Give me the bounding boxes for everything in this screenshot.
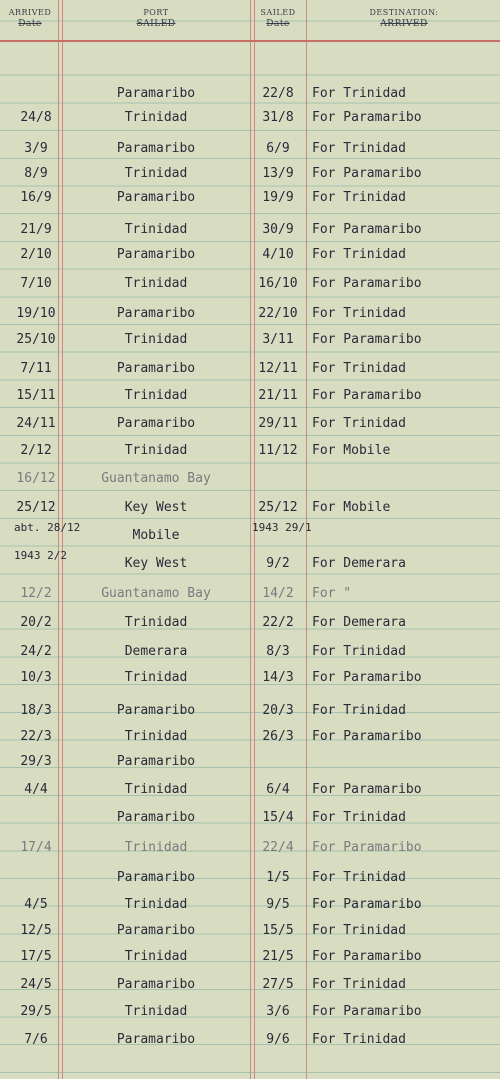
table-row	[0, 670, 500, 690]
arrived-date: 17/5	[20, 949, 52, 964]
sailed-date: 1943 29/1	[252, 521, 312, 534]
table-row	[0, 110, 500, 130]
table-row	[0, 549, 500, 576]
header-destination-label: DESTINATION:	[369, 8, 439, 17]
port-name: Paramaribo	[116, 247, 196, 262]
sailed-date: 15/5	[262, 923, 294, 938]
sailed-date: 22/10	[258, 306, 298, 321]
destination-text: For Trinidad	[312, 923, 406, 938]
port-name: Trinidad	[124, 840, 188, 855]
table-row	[0, 586, 500, 606]
destination-text: For Trinidad	[312, 416, 406, 431]
sailed-date: 21/11	[258, 388, 298, 403]
destination-text: For Trinidad	[312, 703, 406, 718]
table-row	[0, 332, 500, 352]
port-name: Key West	[124, 500, 188, 515]
table-row	[0, 644, 500, 664]
table-row	[0, 500, 500, 520]
arrived-date: 22/3	[20, 729, 52, 744]
header-arrived-sub: Date	[18, 19, 42, 29]
sailed-date: 29/11	[258, 416, 298, 431]
table-row	[0, 729, 500, 749]
header-sailed-label: SAILED	[260, 8, 296, 17]
arrived-date: 4/4	[24, 782, 48, 797]
header-port-sub: SAILED	[136, 19, 176, 29]
port-name: Paramaribo	[116, 754, 196, 769]
destination-text: For Mobile	[312, 443, 391, 458]
table-row	[0, 166, 500, 186]
header-port-label: PORT	[143, 8, 169, 17]
table-row	[0, 190, 500, 210]
port-name: Paramaribo	[116, 86, 196, 101]
destination-text: For Paramaribo	[312, 222, 422, 237]
sailed-date: 22/2	[262, 615, 294, 630]
destination-text: For Trinidad	[312, 870, 406, 885]
destination-text: For Paramaribo	[312, 1004, 422, 1019]
sailed-date: 6/4	[266, 782, 290, 797]
arrived-date: 4/5	[24, 897, 48, 912]
arrived-date: 24/11	[16, 416, 56, 431]
port-name: Trinidad	[124, 388, 188, 403]
sailed-date: 22/8	[262, 86, 294, 101]
sailed-date: 9/5	[266, 897, 290, 912]
sailed-date: 25/12	[258, 500, 298, 515]
header-destination-sub: ARRIVED	[380, 19, 428, 29]
sailed-date: 20/3	[262, 703, 294, 718]
table-row	[0, 416, 500, 436]
port-name: Paramaribo	[116, 416, 196, 431]
port-name: Trinidad	[124, 615, 188, 630]
destination-text: For Trinidad	[312, 190, 406, 205]
arrived-date: 10/3	[20, 670, 52, 685]
destination-text: For Paramaribo	[312, 166, 422, 181]
destination-text: For Paramaribo	[312, 729, 422, 744]
table-row	[0, 361, 500, 381]
table-row	[0, 86, 500, 106]
arrived-date: 7/6	[24, 1032, 48, 1047]
port-name: Trinidad	[124, 276, 188, 291]
table-row	[0, 870, 500, 890]
arrived-date: abt. 28/12	[14, 521, 81, 534]
port-name: Paramaribo	[116, 977, 196, 992]
table-row	[0, 615, 500, 635]
destination-text: For Trinidad	[312, 141, 406, 156]
arrived-date: 12/2	[20, 586, 52, 601]
sailed-date: 12/11	[258, 361, 298, 376]
header-arrived	[4, 8, 56, 29]
destination-text: For Trinidad	[312, 361, 406, 376]
sailed-date: 8/3	[266, 644, 290, 659]
port-name: Trinidad	[124, 443, 188, 458]
port-name: Paramaribo	[116, 810, 196, 825]
port-name: Paramaribo	[116, 870, 196, 885]
port-name: Trinidad	[124, 949, 188, 964]
port-name: Trinidad	[124, 782, 188, 797]
arrived-date: 8/9	[24, 166, 48, 181]
port-name: Key West	[124, 556, 188, 571]
destination-text: For Paramaribo	[312, 332, 422, 347]
arrived-date: 7/11	[20, 361, 52, 376]
destination-text: For Paramaribo	[312, 897, 422, 912]
destination-text: For Paramaribo	[312, 782, 422, 797]
table-row	[0, 754, 500, 774]
header-sailed	[252, 8, 304, 29]
ledger-header	[0, 0, 500, 42]
table-row	[0, 443, 500, 463]
sailed-date: 9/2	[266, 556, 290, 571]
table-row	[0, 1032, 500, 1052]
port-name: Guantanamo Bay	[101, 586, 211, 601]
arrived-date: 24/8	[20, 110, 52, 125]
header-destination	[312, 8, 496, 29]
port-name: Trinidad	[124, 110, 188, 125]
table-row	[0, 923, 500, 943]
port-name: Paramaribo	[116, 190, 196, 205]
header-port	[62, 8, 250, 29]
arrived-date: 25/12	[16, 500, 56, 515]
port-name: Paramaribo	[116, 703, 196, 718]
sailed-date: 6/9	[266, 141, 290, 156]
arrived-date: 18/3	[20, 703, 52, 718]
port-name: Trinidad	[124, 670, 188, 685]
sailed-date: 3/6	[266, 1004, 290, 1019]
port-name: Paramaribo	[116, 1032, 196, 1047]
arrived-date: 15/11	[16, 388, 56, 403]
destination-text: For Mobile	[312, 500, 391, 515]
port-name: Paramaribo	[116, 361, 196, 376]
destination-text: For Paramaribo	[312, 670, 422, 685]
arrived-date: 2/10	[20, 247, 52, 262]
destination-text: For Trinidad	[312, 247, 406, 262]
table-row	[0, 141, 500, 161]
sailed-date: 11/12	[258, 443, 298, 458]
sailed-date: 13/9	[262, 166, 294, 181]
arrived-date: 19/10	[16, 306, 56, 321]
table-row	[0, 471, 500, 491]
table-row	[0, 897, 500, 917]
table-row	[0, 840, 500, 860]
sailed-date: 14/3	[262, 670, 294, 685]
arrived-date: 24/2	[20, 644, 52, 659]
arrived-date: 3/9	[24, 141, 48, 156]
destination-text: For Trinidad	[312, 1032, 406, 1047]
port-name: Mobile	[132, 528, 180, 543]
port-name: Trinidad	[124, 897, 188, 912]
arrived-date: 2/12	[20, 443, 52, 458]
destination-text: For Demerara	[312, 615, 406, 630]
sailed-date: 19/9	[262, 190, 294, 205]
sailed-date: 22/4	[262, 840, 294, 855]
sailed-date: 1/5	[266, 870, 290, 885]
arrived-date: 1943 2/2	[14, 549, 67, 562]
table-row	[0, 703, 500, 723]
destination-text: For Trinidad	[312, 644, 406, 659]
arrived-date: 21/9	[20, 222, 52, 237]
header-arrived-label: ARRIVED	[8, 8, 52, 17]
sailed-date: 16/10	[258, 276, 298, 291]
port-name: Paramaribo	[116, 306, 196, 321]
port-name: Demerara	[124, 644, 188, 659]
destination-text: For Trinidad	[312, 977, 406, 992]
destination-text: For Paramaribo	[312, 840, 422, 855]
port-name: Trinidad	[124, 729, 188, 744]
destination-text: For Demerara	[312, 556, 406, 571]
destination-text: For Paramaribo	[312, 276, 422, 291]
port-name: Trinidad	[124, 332, 188, 347]
sailed-date: 9/6	[266, 1032, 290, 1047]
sailed-date: 14/2	[262, 586, 294, 601]
arrived-date: 7/10	[20, 276, 52, 291]
port-name: Trinidad	[124, 222, 188, 237]
destination-text: For Paramaribo	[312, 110, 422, 125]
table-row	[0, 977, 500, 997]
arrived-date: 20/2	[20, 615, 52, 630]
destination-text: For Trinidad	[312, 86, 406, 101]
sailed-date: 3/11	[262, 332, 294, 347]
table-row	[0, 782, 500, 802]
port-name: Trinidad	[124, 1004, 188, 1019]
port-name: Trinidad	[124, 166, 188, 181]
port-name: Guantanamo Bay	[101, 471, 211, 486]
arrived-date: 16/9	[20, 190, 52, 205]
arrived-date: 24/5	[20, 977, 52, 992]
destination-text: For "	[312, 586, 352, 601]
port-name: Paramaribo	[116, 923, 196, 938]
table-row	[0, 222, 500, 242]
table-row	[0, 276, 500, 296]
arrived-date: 16/12	[16, 471, 56, 486]
arrived-date: 29/5	[20, 1004, 52, 1019]
header-sailed-sub: Date	[266, 19, 290, 29]
sailed-date: 27/5	[262, 977, 294, 992]
arrived-date: 17/4	[20, 840, 52, 855]
table-row	[0, 306, 500, 326]
destination-text: For Trinidad	[312, 306, 406, 321]
table-row	[0, 388, 500, 408]
arrived-date: 29/3	[20, 754, 52, 769]
arrived-date: 12/5	[20, 923, 52, 938]
table-row	[0, 810, 500, 830]
sailed-date: 15/4	[262, 810, 294, 825]
sailed-date: 21/5	[262, 949, 294, 964]
destination-text: For Trinidad	[312, 810, 406, 825]
table-row	[0, 521, 500, 548]
table-row	[0, 1004, 500, 1024]
sailed-date: 30/9	[262, 222, 294, 237]
table-row	[0, 949, 500, 969]
port-name: Paramaribo	[116, 141, 196, 156]
sailed-date: 31/8	[262, 110, 294, 125]
arrived-date: 25/10	[16, 332, 56, 347]
sailed-date: 26/3	[262, 729, 294, 744]
destination-text: For Paramaribo	[312, 949, 422, 964]
sailed-date: 4/10	[262, 247, 294, 262]
table-row	[0, 247, 500, 267]
destination-text: For Paramaribo	[312, 388, 422, 403]
